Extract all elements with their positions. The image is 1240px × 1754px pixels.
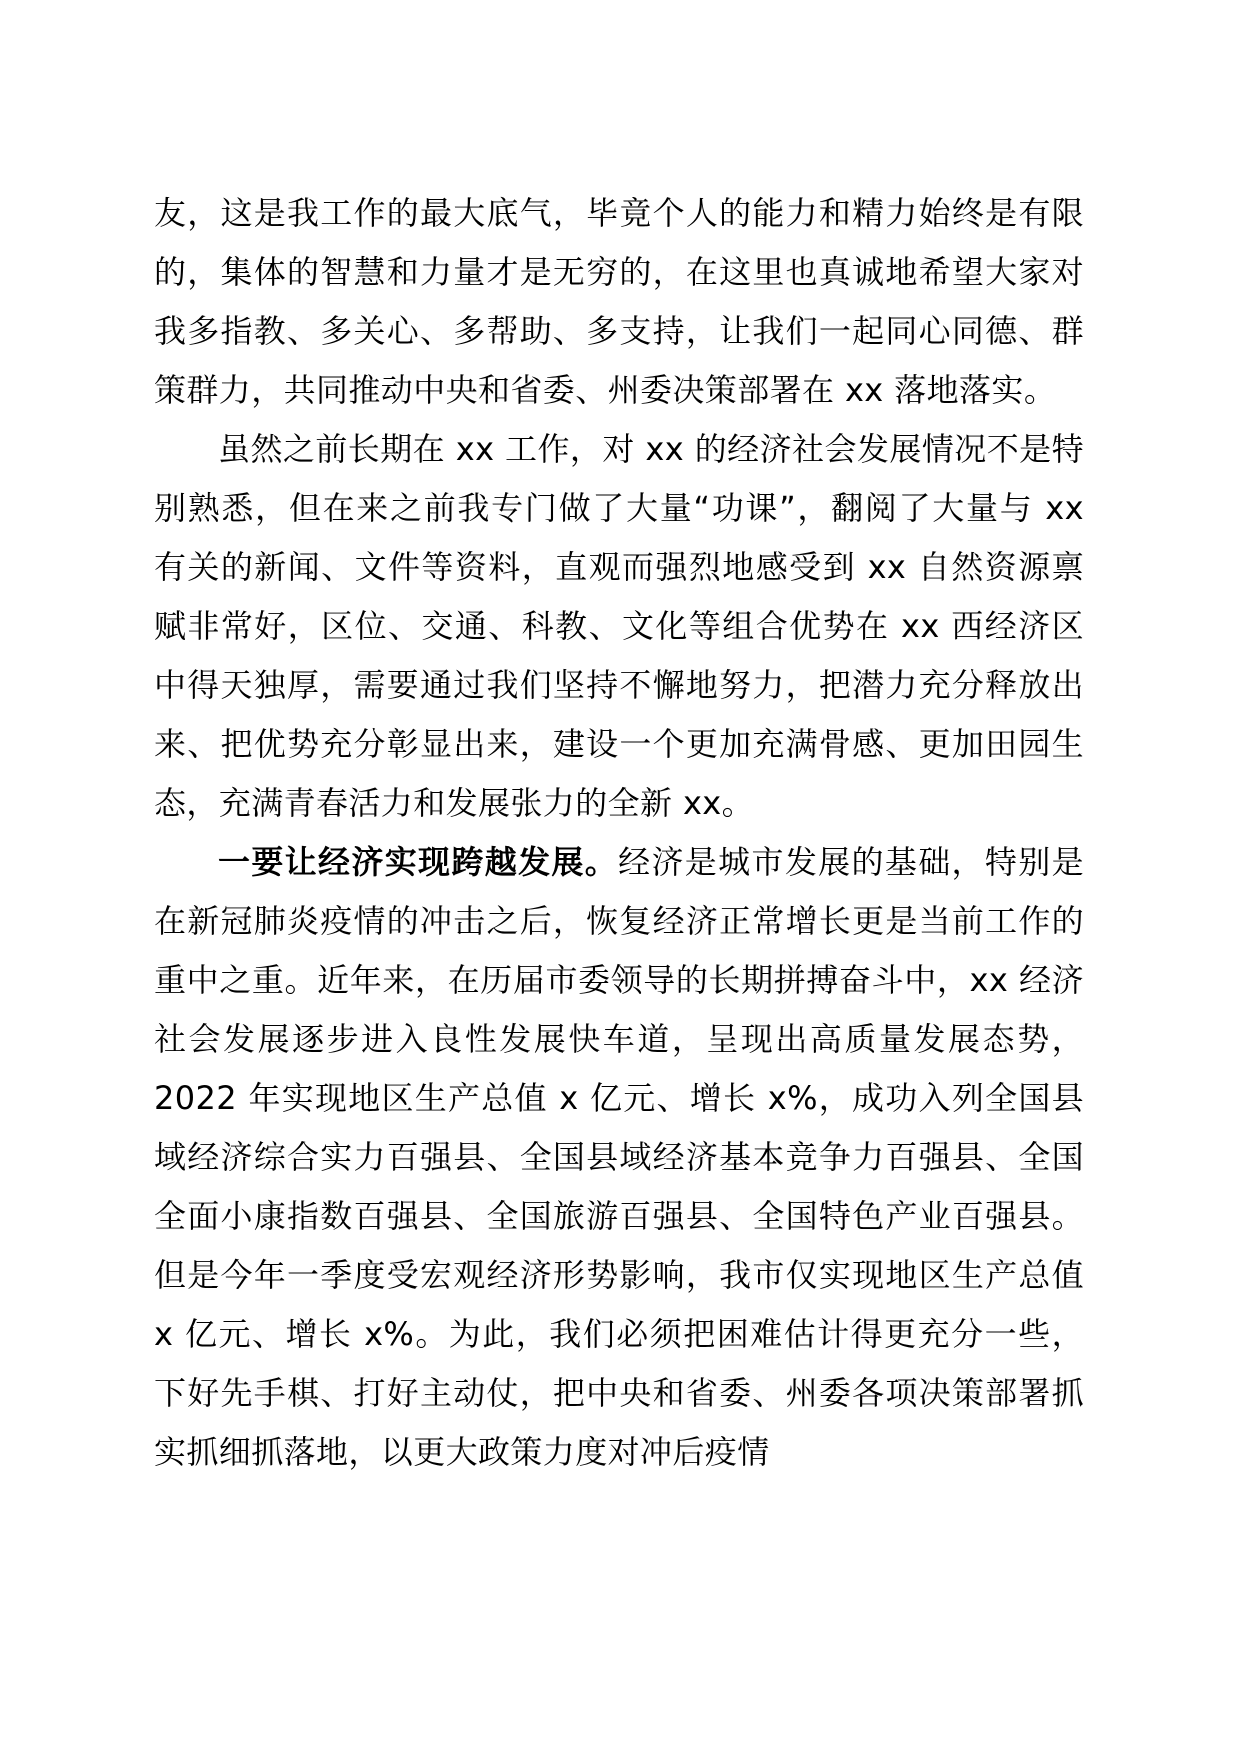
paragraph-economy — [154, 833, 1084, 1482]
body-text — [154, 184, 1084, 1482]
paragraph-text: 友，这是我工作的最大底气，毕竟个人的能力和精力始终是有限的，集体的智慧和力量才是无穷的，在这里也真诚地希望大家对我多指教、多关心、多帮助、多支持，让我们一起同心同德、群策群力，共同推动中央和省委、州委决策部署在 xx 落地落实。 — [154, 194, 1084, 409]
paragraph-text: 经济是城市发展的基础，特别是在新冠肺炎疫情的冲击之后，恢复经济正常增长更是当前工作的重中之重。近年来，在历届市委领导的长期拼搏奋斗中，xx 经济社会发展逐步进入良性发展快车道，呈现出高质量发展态势，2022 年实现地区生产总值 x 亿元、增长 x%，成功入列全国县域经济综合实力百强县、全国县域经济基本竞争力百强县、全国全面小康指数百强县、全国旅游百强县、全国特色产业百强县。但是今年一季度受宏观经济形势影响，我市仅实现地区生产总值 x 亿元、增长 x%。为此，我们必须把困难估计得更充分一些，下好先手棋、打好主动仗，把中央和省委、州委各项决策部署抓实抓细抓落地，以更大政策力度对冲后疫情 — [154, 843, 1084, 1471]
paragraph-background — [154, 420, 1084, 833]
paragraph-lead-heading: 一要让经济实现跨越发展。 — [218, 843, 619, 881]
paragraph-text: 虽然之前长期在 xx 工作，对 xx 的经济社会发展情况不是特别熟悉，但在来之前我专门做了大量“功课”，翻阅了大量与 xx 有关的新闻、文件等资料，直观而强烈地感受到 xx 自然资源禀赋非常好，区位、交通、科教、文化等组合优势在 xx 西经济区中得天独厚，需要通过我们坚持不懈地努力，把潜力充分释放出来、把优势充分彰显出来，建设一个更加充满骨感、更加田园生态，充满青春活力和发展张力的全新 xx。 — [154, 430, 1084, 822]
paragraph-continuation — [154, 184, 1084, 420]
